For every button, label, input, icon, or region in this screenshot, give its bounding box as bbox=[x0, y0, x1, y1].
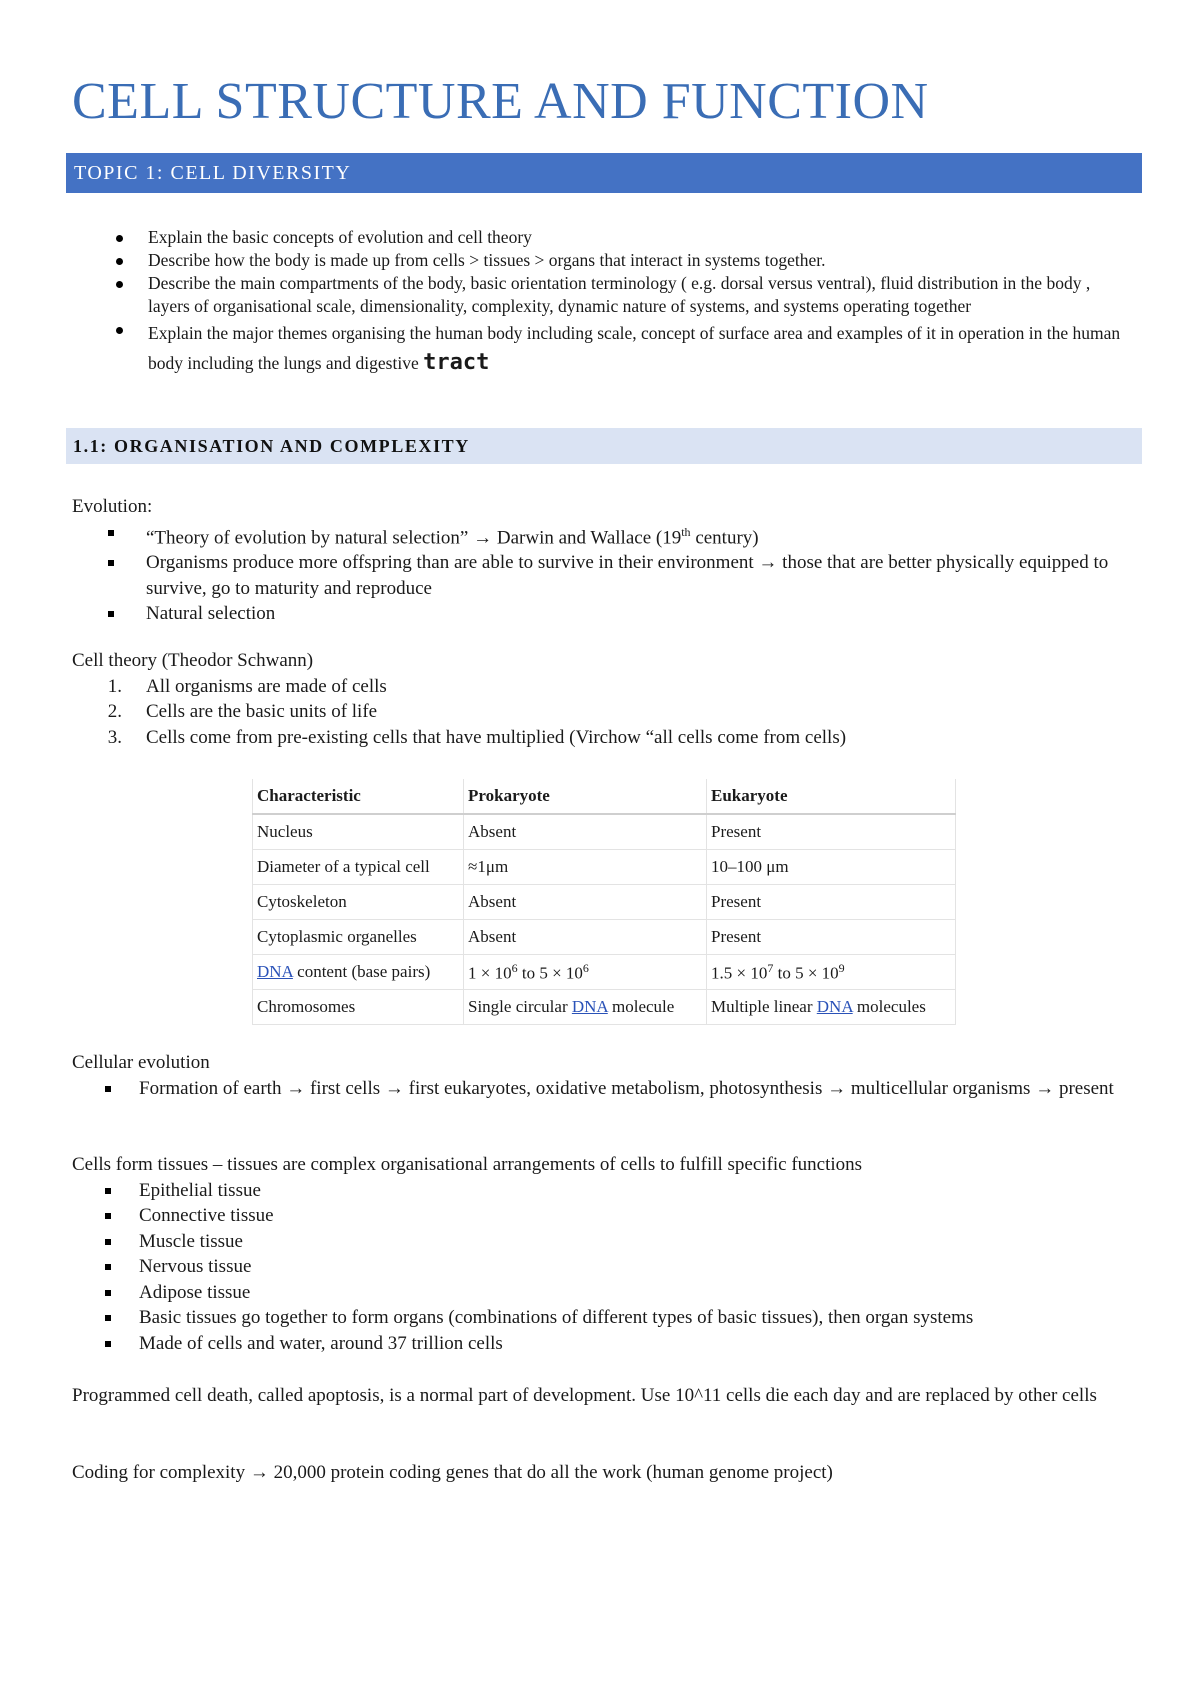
table-header-cell: Characteristic bbox=[253, 779, 464, 814]
table-cell: Present bbox=[707, 814, 956, 850]
table-header-cell: Prokaryote bbox=[464, 779, 707, 814]
apoptosis-paragraph: Programmed cell death, called apoptosis, is a normal part of development. Use 10^11 cells die each day and are replaced by other cells bbox=[72, 1385, 1097, 1406]
table-row bbox=[253, 814, 956, 850]
table-cell: Single circular DNA molecule bbox=[464, 990, 707, 1025]
tissues-section bbox=[72, 1152, 1142, 1356]
table-cell: ≈1μm bbox=[464, 850, 707, 885]
cellular-evolution-section bbox=[72, 1050, 1142, 1101]
square-bullet-icon bbox=[105, 1213, 111, 1219]
list-item: Epithelial tissue bbox=[139, 1178, 1142, 1204]
table-cell: Cytoskeleton bbox=[253, 885, 464, 920]
list-item: Organisms produce more offspring than are able to survive in their environment → those that are better physically equipped to survive, go to maturity and reproduce bbox=[146, 550, 1142, 601]
tissues-list bbox=[72, 1178, 1142, 1357]
bullet-icon bbox=[116, 281, 123, 288]
table-row bbox=[253, 955, 956, 990]
list-item: Muscle tissue bbox=[139, 1229, 1142, 1255]
list-item: 1. All organisms are made of cells bbox=[107, 675, 387, 697]
objective-item: Explain the basic concepts of evolution and cell theory bbox=[148, 226, 1128, 249]
objective-item: Describe the main compartments of the body, basic orientation terminology ( e.g. dorsal versus ventral), fluid distribution in the body , layers of organisational scale, dimensionality, complexity, dynamic nature of systems, and systems operating together bbox=[148, 272, 1128, 318]
table-row bbox=[253, 885, 956, 920]
topic-heading-bar bbox=[66, 153, 1142, 193]
square-bullet-icon bbox=[108, 560, 114, 566]
table-cell: 10–100 μm bbox=[707, 850, 956, 885]
table-cell: $1 \times 10^6$ to $5 \times 10^6$ bbox=[464, 955, 707, 990]
square-bullet-icon bbox=[105, 1341, 111, 1347]
square-bullet-icon bbox=[105, 1315, 111, 1321]
list-item: “Theory of evolution by natural selection” → Darwin and Wallace (19th century) bbox=[146, 520, 1142, 551]
list-item: Nervous tissue bbox=[139, 1254, 1142, 1280]
table-cell: $1.5 \times 10^7$ to $5 \times 10^9$ bbox=[707, 955, 956, 990]
table-row bbox=[253, 990, 956, 1025]
table-cell: Present bbox=[707, 885, 956, 920]
table-cell: Cytoplasmic organelles bbox=[253, 920, 464, 955]
table-cell: Multiple linear DNA molecules bbox=[707, 990, 956, 1025]
cell-theory-section bbox=[72, 648, 1142, 750]
square-bullet-icon bbox=[105, 1239, 111, 1245]
table-cell: Absent bbox=[464, 885, 707, 920]
section-heading: 1.1: ORGANISATION AND COMPLEXITY bbox=[73, 436, 470, 456]
table-cell: Absent bbox=[464, 814, 707, 850]
table-cell: Diameter of a typical cell bbox=[253, 850, 464, 885]
list-item: Natural selection bbox=[146, 601, 1142, 627]
cellular-evolution-heading: Cellular evolution bbox=[72, 1052, 210, 1073]
list-item: Made of cells and water, around 37 trillion cells bbox=[139, 1331, 1142, 1357]
learning-objectives bbox=[148, 226, 1128, 378]
bullet-icon bbox=[116, 258, 123, 265]
table-header-row bbox=[253, 779, 956, 814]
objective-item: Explain the major themes organising the human body including scale, concept of surface area and examples of it in operation in the human body including the lungs and digestive tract bbox=[148, 318, 1128, 378]
evolution-section bbox=[72, 494, 1142, 627]
table-cell: Present bbox=[707, 920, 956, 955]
bullet-icon bbox=[116, 327, 123, 334]
evolution-list bbox=[72, 520, 1142, 627]
dna-link[interactable]: DNA bbox=[257, 962, 293, 981]
coding-paragraph: Coding for complexity → 20,000 protein coding genes that do all the work (human genome project) bbox=[72, 1462, 833, 1483]
table-cell: Absent bbox=[464, 920, 707, 955]
evolution-heading: Evolution: bbox=[72, 496, 153, 517]
table-cell: DNA content (base pairs) bbox=[253, 955, 464, 990]
table-row bbox=[253, 850, 956, 885]
page-title: CELL STRUCTURE AND FUNCTION bbox=[72, 73, 929, 130]
cell-theory-list bbox=[72, 674, 1142, 751]
section-heading-bar bbox=[66, 428, 1142, 464]
objective-last-word: tract bbox=[423, 350, 490, 375]
prokaryote-eukaryote-table bbox=[252, 779, 956, 1025]
square-bullet-icon bbox=[105, 1264, 111, 1270]
cell-theory-heading: Cell theory (Theodor Schwann) bbox=[72, 650, 314, 671]
dna-link[interactable]: DNA bbox=[571, 997, 608, 1016]
table-cell: Chromosomes bbox=[253, 990, 464, 1025]
table-row bbox=[253, 920, 956, 955]
square-bullet-icon bbox=[108, 530, 114, 536]
list-item: Adipose tissue bbox=[139, 1280, 1142, 1306]
list-item: Basic tissues go together to form organs (combinations of different types of basic tissues), then organ systems bbox=[139, 1305, 1142, 1331]
dna-link[interactable]: DNA bbox=[816, 997, 853, 1016]
square-bullet-icon bbox=[105, 1188, 111, 1194]
square-bullet-icon bbox=[105, 1290, 111, 1296]
cellular-evolution-list bbox=[72, 1076, 1142, 1102]
tissues-heading: Cells form tissues – tissues are complex organisational arrangements of cells to fulfill specific functions bbox=[72, 1154, 863, 1175]
list-item: 3. Cells come from pre-existing cells that have multiplied (Virchow “all cells come from cells) bbox=[107, 726, 847, 748]
objective-item: Describe how the body is made up from cells > tissues > organs that interact in systems together. bbox=[148, 249, 1128, 272]
topic-heading: TOPIC 1: CELL DIVERSITY bbox=[74, 162, 352, 184]
table-header-cell: Eukaryote bbox=[707, 779, 956, 814]
table-cell: Nucleus bbox=[253, 814, 464, 850]
square-bullet-icon bbox=[105, 1086, 111, 1092]
list-item: 2. Cells are the basic units of life bbox=[107, 701, 378, 722]
list-item: Formation of earth → first cells → first eukaryotes, oxidative metabolism, photosynthesis → multicellular organisms → present bbox=[139, 1076, 1142, 1102]
square-bullet-icon bbox=[108, 611, 114, 617]
bullet-icon bbox=[116, 235, 123, 242]
list-item: Connective tissue bbox=[139, 1203, 1142, 1229]
